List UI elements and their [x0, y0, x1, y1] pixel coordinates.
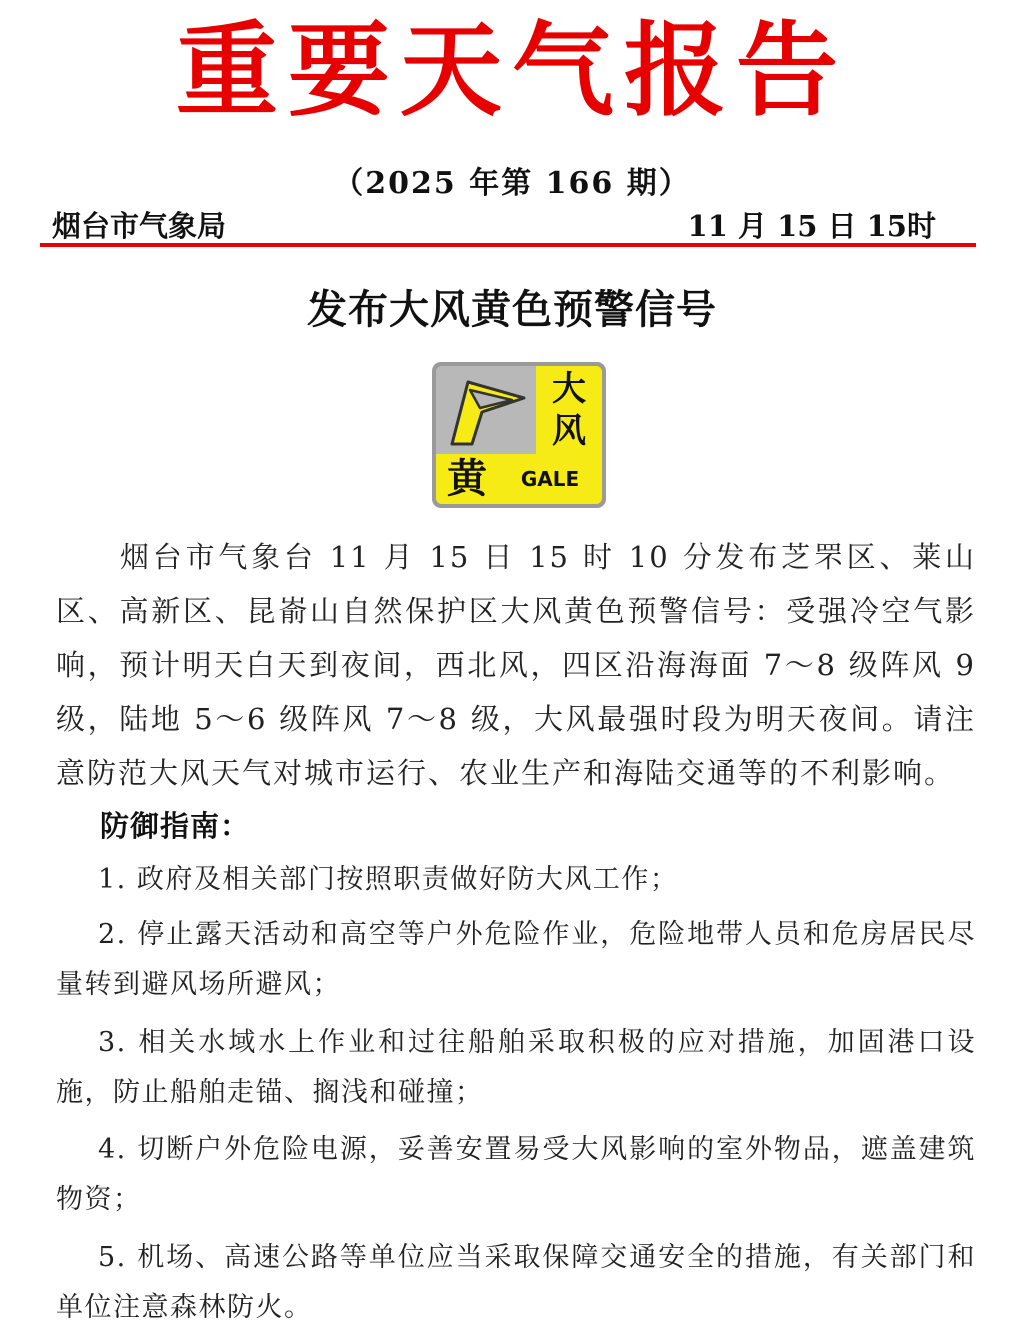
- issuing-agency: 烟台市气象局: [52, 209, 227, 243]
- guide-item: 1. 政府及相关部门按照职责做好防大风工作；: [98, 864, 679, 895]
- issue-time: 11 月 15 日 15时: [687, 209, 936, 243]
- document-header-row: [52, 200, 976, 244]
- issue-number: （2025 年第 166 期）: [333, 166, 691, 201]
- guide-item: 5. 机场、高速公路等单位应当采取保障交通安全的措施，有关部门和单位注意森林防火。: [56, 1242, 976, 1323]
- red-divider: [40, 243, 976, 247]
- gale-yellow-warning-signal: [432, 362, 606, 508]
- signal-english-label: GALE: [498, 454, 602, 504]
- signal-type-char: 大: [552, 369, 586, 409]
- guide-item: 2. 停止露天活动和高空等户外危险作业，危险地带人员和危房居民尽量转到避风场所避风；: [56, 919, 976, 1000]
- guide-item: 4. 切断户外危险电源，妥善安置易受大风影响的室外物品，遮盖建筑物资；: [56, 1134, 976, 1215]
- signal-type-box: [536, 366, 602, 454]
- document-title: 发布大风黄色预警信号: [307, 287, 717, 333]
- signal-level-char: 黄: [436, 454, 498, 504]
- wind-flag-icon: [436, 366, 536, 454]
- defense-guide-title: 防御指南：: [100, 809, 251, 843]
- signal-type-char: 风: [552, 411, 586, 451]
- guide-item: 3. 相关水域水上作业和过往船舶采取积极的应对措施，加固港口设施，防止船舶走锚、搁浅和碰撞；: [56, 1027, 976, 1108]
- masthead-title: 重要天气报告: [176, 11, 848, 131]
- warning-body-paragraph: 烟台市气象台 11 月 15 日 15 时 10 分发布芝罘区、莱山区、高新区、昆嵛山自然保护区大风黄色预警信号：受强冷空气影响，预计明天白天到夜间，西北风，四区沿海海面 7～8 级阵风 9 级，陆地 5～6 级阵风 7～8 级，大风最强时段为明天夜间。请注意防范大风天气对城市运行、农业生产和海陆交通等的不利影响。: [56, 540, 976, 790]
